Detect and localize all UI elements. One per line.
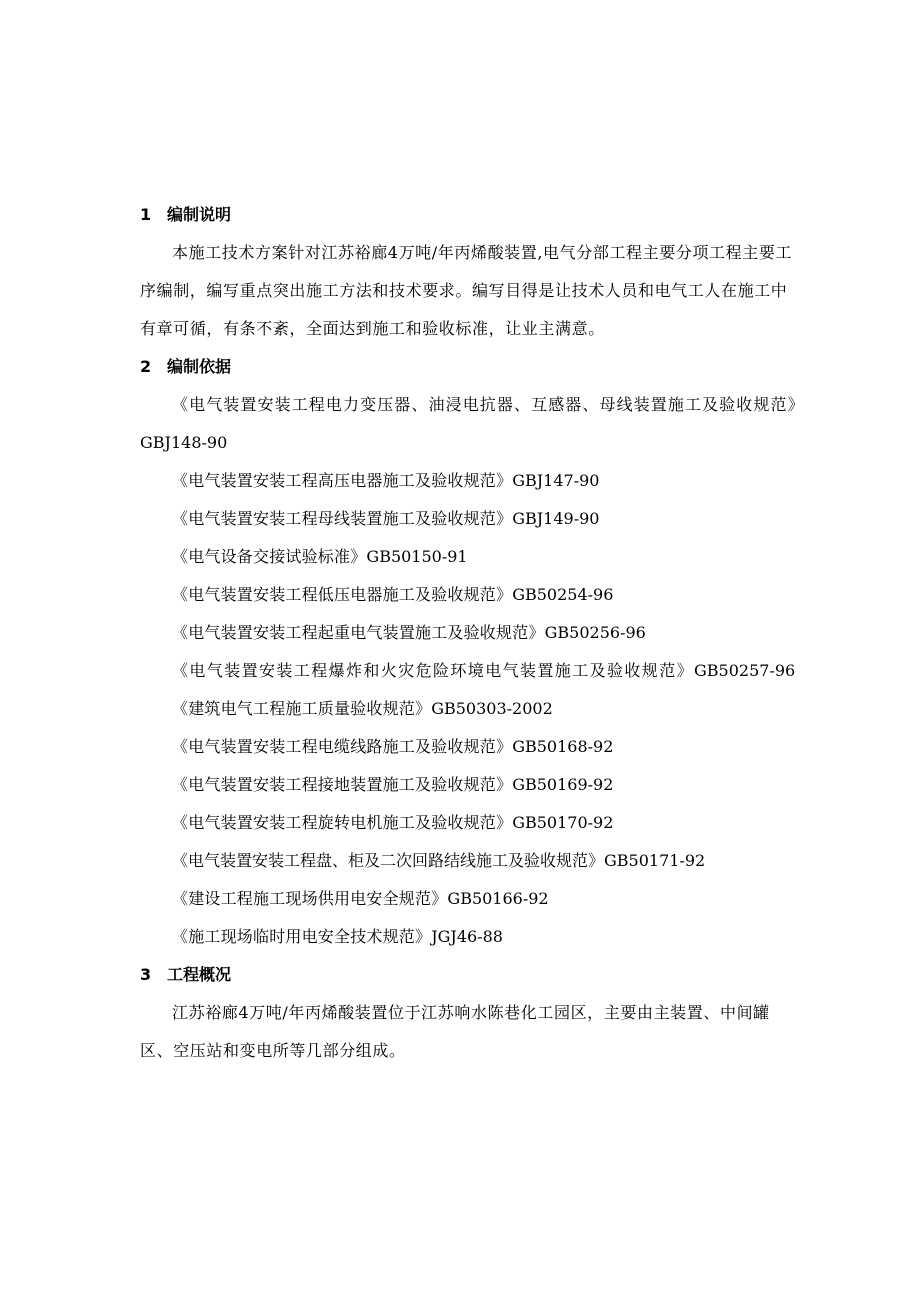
- reference-code: GBJ147-90: [512, 471, 600, 490]
- section-number: 1: [140, 205, 152, 224]
- reference-item: [140, 614, 800, 652]
- reference-code: GB50169-92: [512, 775, 614, 794]
- reference-code: GB50256-96: [544, 623, 646, 642]
- section-number: 3: [140, 965, 152, 984]
- reference-item: [140, 690, 800, 728]
- reference-code: GB50254-96: [512, 585, 614, 604]
- section-title: 编制依据: [167, 357, 232, 376]
- section-heading: [140, 956, 800, 994]
- reference-item: [140, 880, 800, 918]
- reference-code: GBJ148-90: [140, 433, 228, 452]
- reference-name: 《建筑电气工程施工质量验收规范》: [172, 699, 432, 718]
- reference-name: 《电气装置安装工程起重电气装置施工及验收规范》: [172, 623, 545, 642]
- reference-name: 《电气装置安装工程盘、柜及二次回路结线施工及验收规范》: [172, 851, 605, 870]
- reference-name: 《电气装置安装工程电缆线路施工及验收规范》: [172, 737, 513, 756]
- document-body: [140, 196, 805, 1070]
- section-title: 编制说明: [167, 205, 232, 224]
- reference-item: [140, 728, 800, 766]
- reference-code: GB50170-92: [512, 813, 614, 832]
- reference-code: JGJ46-88: [431, 927, 503, 946]
- reference-item: [140, 462, 800, 500]
- reference-code: GBJ149-90: [512, 509, 600, 528]
- reference-name: 《电气装置安装工程低压电器施工及验收规范》: [172, 585, 513, 604]
- reference-item: [140, 386, 805, 462]
- reference-code: GB50303-2002: [431, 699, 553, 718]
- paragraph: 江苏裕廊4万吨/年丙烯酸装置位于江苏响水陈巷化工园区，主要由主装置、中间罐区、空压站和变电所等几部分组成。: [140, 1003, 770, 1060]
- reference-name: 《电气装置安装工程接地装置施工及验收规范》: [172, 775, 513, 794]
- reference-name: 《电气设备交接试验标准》: [172, 547, 367, 566]
- section-number: 2: [140, 357, 152, 376]
- reference-name: 《施工现场临时用电安全技术规范》: [172, 927, 432, 946]
- reference-item: [140, 804, 800, 842]
- reference-item: [140, 842, 800, 880]
- reference-item: [140, 500, 800, 538]
- reference-name: 《电气装置安装工程旋转电机施工及验收规范》: [172, 813, 513, 832]
- reference-code: GB50257-96: [694, 661, 796, 680]
- reference-item: [140, 918, 800, 956]
- reference-code: GB50171-92: [604, 851, 706, 870]
- reference-name: 《建设工程施工现场供用电安全规范》: [172, 889, 448, 908]
- paragraph: 本施工技术方案针对江苏裕廊4万吨/年丙烯酸装置,电气分部工程主要分项工程主要工序编制，编写重点突出施工方法和技术要求。编写目得是让技术人员和电气工人在施工中有章可循，有条不紊，全面达到施工和验收标准，让业主满意。: [140, 243, 793, 338]
- section-heading: [140, 196, 800, 234]
- reference-name: 《电气装置安装工程高压电器施工及验收规范》: [172, 471, 513, 490]
- reference-code: GB50150-91: [366, 547, 468, 566]
- reference-item: [140, 652, 800, 690]
- reference-name: 《电气装置安装工程母线装置施工及验收规范》: [172, 509, 513, 528]
- reference-code: GB50168-92: [512, 737, 614, 756]
- reference-name: 《电气装置安装工程电力变压器、油浸电抗器、互感器、母线装置施工及验收规范》: [172, 395, 805, 414]
- reference-item: [140, 538, 800, 576]
- reference-item: [140, 576, 800, 614]
- section-title: 工程概况: [167, 965, 232, 984]
- reference-item: [140, 766, 800, 804]
- section-heading: [140, 348, 800, 386]
- reference-code: GB50166-92: [447, 889, 549, 908]
- reference-name: 《电气装置安装工程爆炸和火灾危险环境电气装置施工及验收规范》: [172, 661, 695, 680]
